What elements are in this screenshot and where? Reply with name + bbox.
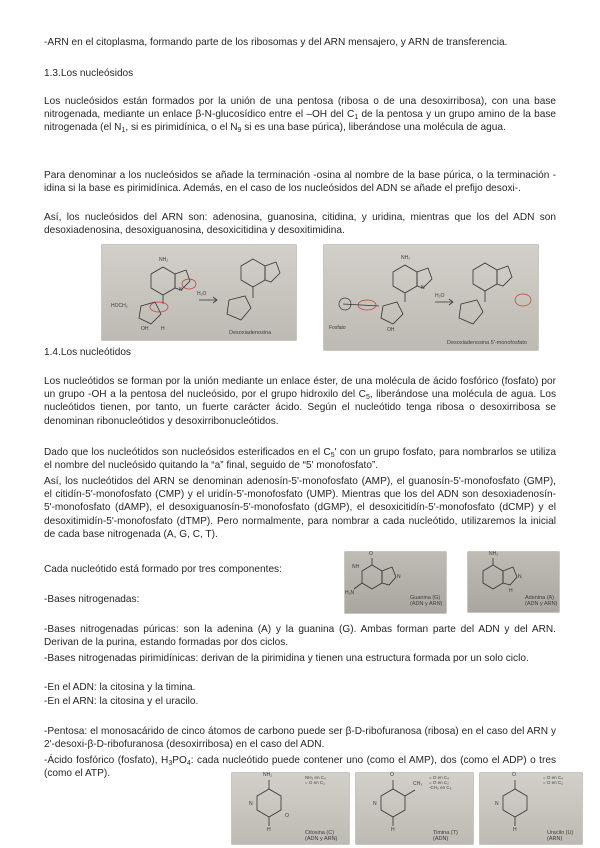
guanine-image bbox=[344, 551, 447, 614]
paragraph-pentosa: -Pentosa: el monosacárido de cinco átomos de carbono puede ser β-D-ribofuranosa (ribosa) en el caso del ARN y 2'-desoxi-β-D-ribofuranosa (desoxirribosa) en el caso del ADN. bbox=[44, 726, 556, 751]
figure-label: O bbox=[369, 551, 373, 557]
paragraph-arn-bases: -En el ARN: la citosina y el uracilo. bbox=[44, 696, 199, 707]
figure-caption: Timina (T) (ADN) bbox=[433, 830, 458, 842]
paragraph-nomenclatura-nucleotidos: Dado que los nucleótidos son nucleósidos esterificados en el $C_5'$ con un grupo fosfato, para nombrarlos se utiliza el nombre del nucleósido quitando la “a” final, seguido de “5' monofosfato”. bbox=[44, 447, 556, 472]
paragraph-denominacion-nucleosidos: Para denominar a los nucleósidos se añade la terminación -osina al nombre de la base púrica, o la terminación -idina si la base es pirimidínica. Además, en el caso de los nucleósidos del ADN se añade el prefijo desoxi-. bbox=[44, 170, 556, 195]
figure-label: H₂O bbox=[435, 293, 445, 299]
adenine-image bbox=[467, 551, 560, 613]
paragraph-bases-pirimidinicas: -Bases nitrogenadas pirimidínicas: derivan de la pirimidina y tienen una estructura formada por un solo ciclo. bbox=[44, 653, 529, 664]
figure-label: O bbox=[512, 772, 516, 778]
figure-note: NH₂ en C₄ = O en C₂ bbox=[305, 775, 326, 785]
figure-label: H₂N bbox=[345, 590, 355, 596]
heading-bases-nitrogenadas: -Bases nitrogenadas: bbox=[44, 594, 140, 605]
figure-label: H bbox=[267, 827, 271, 833]
paragraph-nucleosidos-definicion: Los nucleósidos están formados por la unión de una pentosa (ribosa o de una desoxirribosa), con una base nitrogenada, mediante un enlace β-N-glucosídico entre el –OH del $C_1$ de la pentosa y un grupo amino de la base nitrogenada (el $N_1$, si es pirimidínica, o el $N_9$ si es una base púrica), liberándose una molécula de agua. bbox=[44, 96, 556, 135]
figure-label: NH bbox=[352, 564, 360, 570]
figure-label: NH₂ bbox=[401, 255, 411, 261]
figure-label: Fosfato bbox=[329, 325, 346, 331]
figure-label: H bbox=[513, 827, 517, 833]
figure-caption: Uracilo (U) (ARN) bbox=[547, 830, 574, 842]
paragraph-nucleosidos-arn-adn: Así, los nucleósidos del ARN son: adenosina, guanosina, citidina, y uridina, mientras que los del ADN son desoxiadenosina, desoxiguanosina, desoxicitidina y desoxitimidina. bbox=[44, 212, 556, 237]
figure-label: N bbox=[397, 574, 401, 580]
paragraph-arn-citoplasma: -ARN en el citoplasma, formando parte de los ribosomas y del ARN mensajero, y ARN de transferencia. bbox=[44, 37, 508, 48]
paragraph-nucleotidos-formacion: Los nucleótidos se forman por la unión mediante un enlace éster, de una molécula de ácido fosfórico (fosfato) por un grupo -OH a la pentosa del nucleósido, por el grupo hidroxilo del $C_5$, liberándose una molécula de agua. Los nucleótidos tienen, por tanto, un fuerte carácter ácido. Según el nucleótido tenga ribosa o desoxirribosa se denominan ribonucleótidos y desoxirribonucleótidos. bbox=[44, 376, 556, 427]
nucleoside-formation-image bbox=[101, 244, 297, 341]
figure-label: O bbox=[285, 813, 289, 819]
figure-label: N bbox=[373, 801, 377, 807]
figure-label: H bbox=[509, 588, 513, 594]
figure-label: HOCH₂ bbox=[111, 303, 128, 309]
figure-label: H₂O bbox=[197, 291, 207, 297]
figure-label: OH bbox=[387, 327, 395, 333]
paragraph-acido-fosforico: -Ácido fosfórico (fosfato), $H_3PO_4$: cada nucleótido puede contener uno (como el AMP), dos (como el ADP) o tres (como el ATP). bbox=[44, 755, 557, 780]
paragraph-bases-puricas: -Bases nitrogenadas púricas: son la adenina (A) y la guanina (G). Ambas forman parte del ADN y del ARN. Derivan de la purina, estando formadas por dos ciclos. bbox=[44, 624, 556, 649]
figure-caption: Citosina (C) (ADN y ARN) bbox=[305, 830, 338, 842]
figure-label: N bbox=[495, 801, 499, 807]
figure-label: NH₂ bbox=[263, 772, 273, 778]
figure-label: NH₂ bbox=[489, 551, 499, 557]
nucleotide-structure-drawing bbox=[323, 244, 539, 351]
paragraph-tres-componentes: Cada nucleótido está formado por tres componentes: bbox=[44, 564, 282, 575]
paragraph-adn-bases: -En el ADN: la citosina y la timina. bbox=[44, 682, 196, 693]
figure-label: O bbox=[390, 772, 394, 778]
figure-note: = O en C₄ = O en C₂ bbox=[543, 775, 563, 785]
figure-label: H bbox=[161, 326, 165, 332]
heading-nucleotidos: 1.4.Los nucleótidos bbox=[44, 347, 131, 358]
figure-label: NH₂ bbox=[159, 257, 169, 263]
figure-label: N bbox=[518, 574, 522, 580]
figure-label: CH₃ bbox=[413, 781, 423, 787]
figure-label: N bbox=[421, 285, 425, 291]
figure-label: N bbox=[249, 801, 253, 807]
figure-note: = O en C₄ = O en C₂ -CH₃ en C₅ bbox=[429, 775, 452, 790]
nucleotide-formation-image bbox=[323, 244, 539, 351]
figure-label: H bbox=[391, 827, 395, 833]
figure-caption: Desoxiadenosina bbox=[229, 330, 272, 336]
figure-caption: Adenina (A) (ADN y ARN) bbox=[525, 595, 558, 607]
figure-caption: Desoxiadenosina 5'-monofosfato bbox=[447, 340, 527, 346]
cytosine-image bbox=[231, 772, 350, 845]
figure-caption: Guanina (G) (ADN y ARN) bbox=[410, 595, 443, 607]
figure-label: OH bbox=[141, 326, 149, 332]
thymine-image bbox=[355, 772, 474, 845]
figure-label: N bbox=[179, 287, 183, 293]
heading-nucleosidos: 1.3.Los nucleósidos bbox=[44, 68, 134, 79]
uracil-image bbox=[479, 772, 583, 845]
paragraph-nucleotidos-arn-adn: Así, los nucleótidos del ARN se denominan adenosín-5'-monofosfato (AMP), el guanosín-5'-monofosfato (GMP), el citidín-5'-monofosfato (CMP) y el uridín-5'-monofosfato (UMP). Mientras que los del ADN son desoxiadenosín-5'-monofosfato (dAMP), el desoxiguanosín-5'-monofosfato (dGMP), el desoxicitidín-5'-monofosfato (dCMP) y el desoxitimidín-5'-monofosfato (dTMP). Pero normalmente, para nombrar a cada nucleótido, utilizaremos la inicial de cada base nitrogenada (A, G, C, T). bbox=[44, 476, 556, 540]
